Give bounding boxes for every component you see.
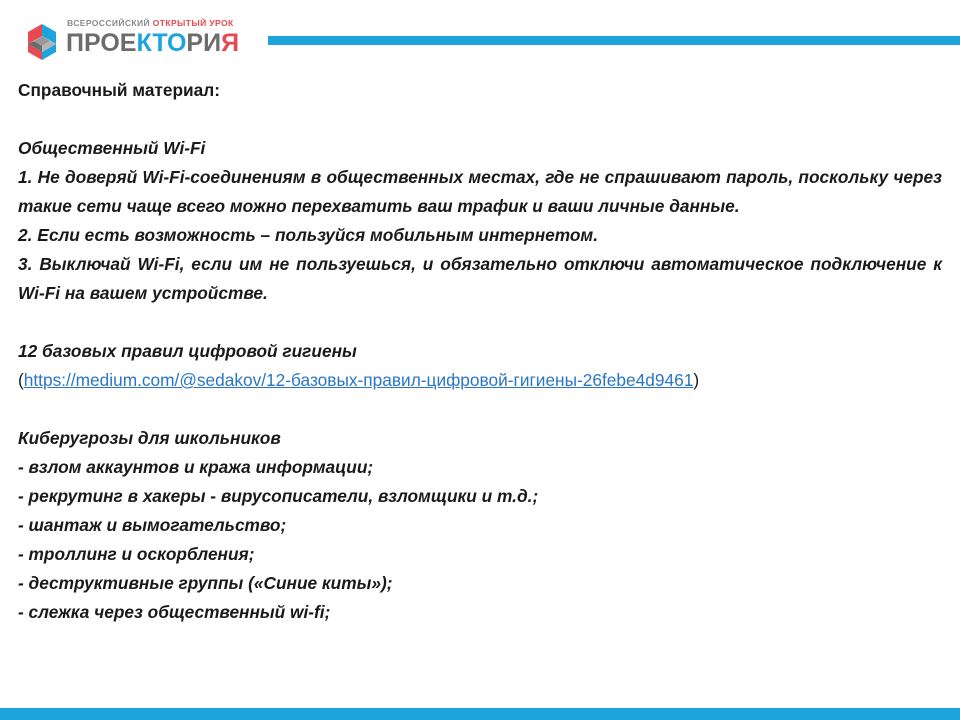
slide-content <box>18 76 942 627</box>
threat-item: - деструктивные группы («Синие киты»); <box>18 573 393 593</box>
logo-tagline <box>67 18 234 28</box>
wordmark-part: ПРОЕ <box>66 29 137 57</box>
slide-title: Справочный материал: <box>18 80 221 100</box>
wifi-item-3: 3. Выключай Wi-Fi, если им не пользуешься, и обязательно отключи автоматическое подключение к Wi-Fi на вашем устройстве. <box>18 254 942 303</box>
proektoria-logo[interactable] <box>22 14 272 62</box>
tagline-prefix: ВСЕРОССИЙСКИЙ <box>67 18 153 28</box>
header-accent-bar <box>268 36 960 45</box>
paren-close: ) <box>693 370 700 390</box>
wifi-heading: Общественный Wi-Fi <box>18 138 206 158</box>
rules-link-line <box>18 366 942 395</box>
logo-wordmark <box>66 28 239 58</box>
footer-accent-bar <box>0 708 960 720</box>
header <box>0 0 960 70</box>
paren-open: ( <box>18 370 24 390</box>
threat-item: - рекрутинг в хакеры - вирусописатели, взломщики и т.д.; <box>18 486 539 506</box>
tagline-accent: ОТКРЫТЫЙ УРОК <box>152 18 234 28</box>
wifi-item-2: 2. Если есть возможность – пользуйся мобильным интернетом. <box>18 225 599 245</box>
rules-heading: 12 базовых правил цифровой гигиены <box>18 341 357 361</box>
wordmark-part: КТО <box>136 29 187 57</box>
wordmark-part: Я <box>221 29 240 57</box>
wordmark-part: РИ <box>186 29 222 57</box>
rules-link[interactable]: https://medium.com/@sedakov/12-базовых-правил-цифровой-гигиены-26febe4d9461 <box>23 370 694 390</box>
spacer <box>18 105 942 134</box>
spacer <box>18 308 942 337</box>
threats-heading: Киберугрозы для школьников <box>18 428 281 448</box>
spacer <box>18 395 942 424</box>
cube-logo-icon <box>22 22 62 62</box>
wifi-item-1: 1. Не доверяй Wi-Fi-соединениям в общественных местах, где не спрашивают пароль, поскольку через такие сети чаще всего можно перехватить ваш трафик и ваши личные данные. <box>18 167 942 216</box>
threat-item: - шантаж и вымогательство; <box>18 515 287 535</box>
threat-item: - взлом аккаунтов и кража информации; <box>18 457 374 477</box>
threat-item: - троллинг и оскорбления; <box>18 544 255 564</box>
threat-item: - слежка через общественный wi-fi; <box>18 602 331 622</box>
